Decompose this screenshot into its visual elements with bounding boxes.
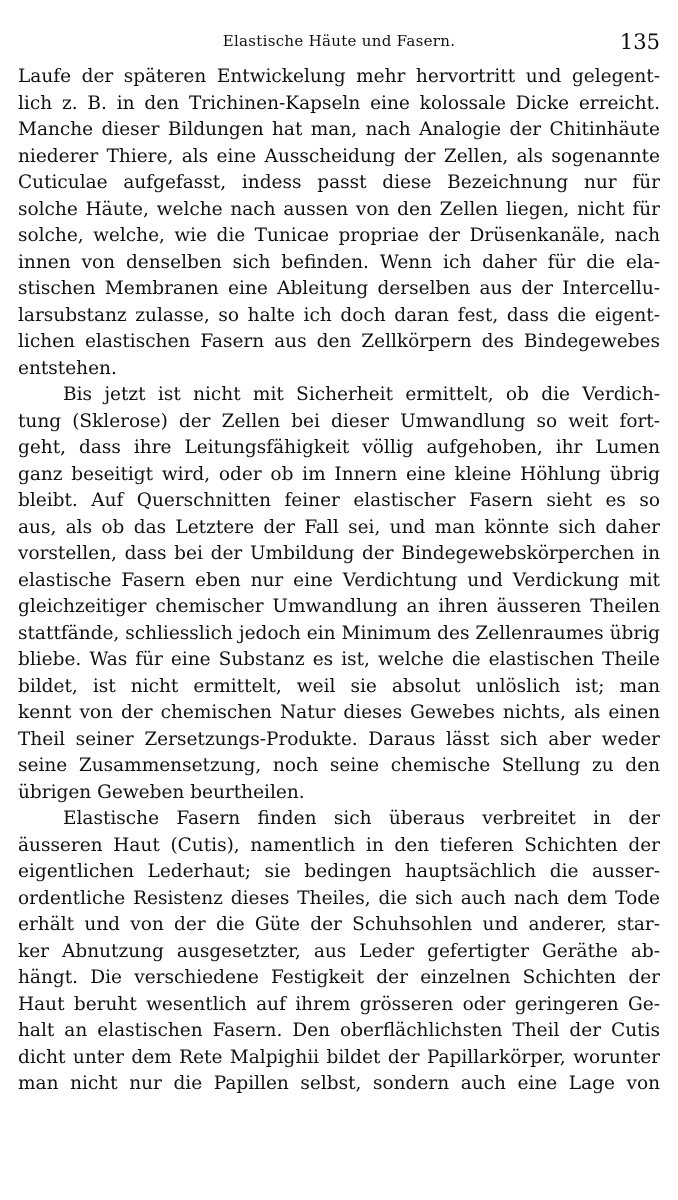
- body-text: [18, 64, 660, 1098]
- running-title: Elastische Häute und Fasern.: [222, 32, 456, 50]
- text-line: stischen Membranen eine Ableitung derselben aus der Intercellu-: [18, 278, 660, 299]
- text-line: übrigen Geweben beurtheilen.: [18, 781, 305, 803]
- text-line: kennt von der chemischen Natur dieses Gewebes nichts, als einen: [18, 702, 660, 723]
- text-line: Bis jetzt ist nicht mit Sicherheit ermittelt, ob die Verdich-: [63, 384, 660, 405]
- text-line: larsubstanz zulasse, so halte ich doch daran fest, dass die eigent-: [18, 304, 660, 326]
- text-line: bliebe. Was für eine Substanz es ist, welche die elastischen Theile: [18, 649, 660, 670]
- text-line: Theil seiner Zersetzungs-Produkte. Daraus lässt sich aber weder: [18, 728, 660, 750]
- text-line: hängt. Die verschiedene Festigkeit der einzelnen Schichten der: [18, 967, 660, 988]
- text-line: aus, als ob das Letztere der Fall sei, und man könnte sich daher: [18, 516, 660, 538]
- text-line: innen von denselben sich befinden. Wenn ich daher für die ela-: [18, 251, 660, 273]
- text-line: dicht unter dem Rete Malpighii bildet der Papillarkörper, worunter: [18, 1046, 660, 1068]
- text-line: solche, welche, wie die Tunicae propriae der Drüsenkanäle, nach: [18, 225, 660, 246]
- text-line: seine Zusammensetzung, noch seine chemische Stellung zu den: [18, 755, 660, 776]
- text-line: gleichzeitiger chemischer Umwandlung an ihren äusseren Theilen: [18, 596, 660, 617]
- text-line: bleibt. Auf Querschnitten feiner elastischer Fasern sieht es so: [18, 490, 660, 511]
- text-line: vorstellen, dass bei der Umbildung der Bindegewebskörperchen in: [18, 543, 660, 564]
- text-line: Haut beruht wesentlich auf ihrem grösseren oder geringeren Ge-: [18, 993, 660, 1015]
- text-line: ganz beseitigt wird, oder ob im Innern eine kleine Höhlung übrig: [18, 463, 660, 485]
- text-line: Manche dieser Bildungen hat man, nach Analogie der Chitinhäute: [18, 119, 660, 140]
- running-header: [18, 30, 660, 56]
- text-line: Laufe der späteren Entwickelung mehr hervortritt und gelegent-: [18, 66, 660, 87]
- text-line: niederer Thiere, als eine Ausscheidung der Zellen, als sogenannte: [18, 145, 660, 167]
- text-line: geht, dass ihre Leitungsfähigkeit völlig aufgehoben, ihr Lumen: [18, 437, 660, 458]
- text-line: erhält und von der die Güte der Schuhsohlen und anderer, star-: [18, 914, 660, 935]
- page-number: 135: [619, 30, 660, 54]
- text-line: lichen elastischen Fasern aus den Zellkörpern des Bindegewebes: [18, 331, 660, 352]
- text-line: bildet, ist nicht ermittelt, weil sie absolut unlöslich ist; man: [18, 675, 660, 697]
- text-line: tung (Sklerose) der Zellen bei dieser Umwandlung so weit fort-: [18, 410, 660, 432]
- text-line: ker Abnutzung ausgesetzter, aus Leder gefertigter Geräthe ab-: [18, 940, 660, 962]
- text-line: lich z. B. in den Trichinen-Kapseln eine kolossale Dicke erreicht.: [18, 92, 660, 114]
- text-line: stattfände, schliesslich jedoch ein Minimum des Zellenraumes übrig: [18, 622, 660, 644]
- text-line: elastische Fasern eben nur eine Verdichtung und Verdickung mit: [18, 569, 660, 591]
- text-line: Cuticulae aufgefasst, indess passt diese Bezeichnung nur für: [18, 172, 660, 193]
- text-line: halt an elastischen Fasern. Den oberflächlichsten Theil der Cutis: [18, 1020, 660, 1041]
- text-line: ordentliche Resistenz dieses Theiles, die sich auch nach dem Tode: [18, 887, 660, 909]
- text-line: Elastische Fasern finden sich überaus verbreitet in der: [63, 808, 660, 829]
- text-line: solche Häute, welche nach aussen von den Zellen liegen, nicht für: [18, 198, 660, 220]
- text-line: eigentlichen Lederhaut; sie bedingen hauptsächlich die ausser-: [18, 861, 660, 882]
- text-line: entstehen.: [18, 357, 117, 379]
- text-line: äusseren Haut (Cutis), namentlich in den tieferen Schichten der: [18, 834, 660, 856]
- text-line: man nicht nur die Papillen selbst, sondern auch eine Lage von: [18, 1073, 660, 1094]
